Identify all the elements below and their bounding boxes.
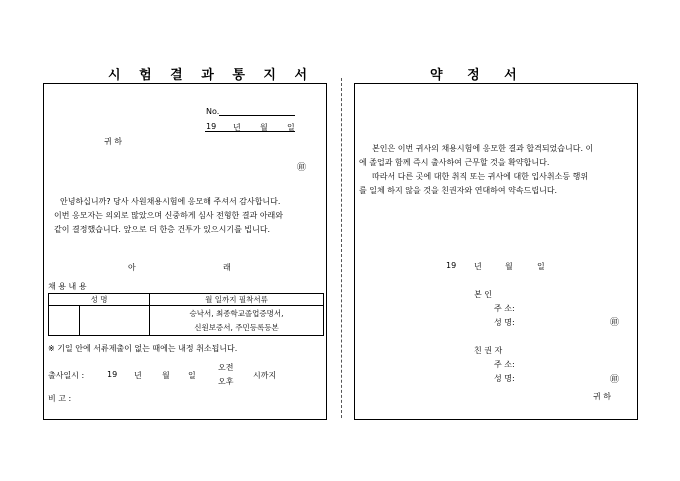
pledge-recipient: 귀 하: [593, 392, 611, 401]
table-header-name: 성 명: [49, 294, 150, 306]
pledge-date-year-unit: 년: [474, 262, 482, 271]
document-list-line-2: 신원보증서, 주민등록등본: [194, 322, 279, 332]
pledge-date-month-unit: 월: [505, 262, 513, 271]
self-name-label: 성 명:: [494, 318, 515, 327]
attend-month-unit: 월: [162, 371, 170, 380]
self-label: 본 인: [474, 290, 492, 299]
guardian-label: 친 권 자: [474, 346, 503, 355]
table-cell-empty-a: [49, 306, 80, 336]
notice-recipient: 귀 하: [104, 137, 122, 146]
guardian-name-label: 성 명:: [494, 374, 515, 383]
page-divider: [341, 78, 342, 418]
notice-body-line-2: 이번 응모자는 의외로 많았으며 신중하게 심사 전형한 결과 아래와: [54, 211, 283, 220]
required-documents-table: [48, 293, 324, 336]
self-address-label: 주 소:: [494, 304, 515, 313]
attend-day-unit: 일: [188, 371, 196, 380]
attend-label: 출사일시 :: [48, 371, 85, 380]
notice-below-label-b: 래: [223, 263, 231, 272]
notice-date-month-unit: 월: [260, 123, 268, 132]
notice-title: 시 험 결 과 통 지 서: [108, 68, 315, 83]
remarks-label: 비 고 :: [48, 394, 72, 403]
guardian-seal-mark: ㊞: [610, 375, 620, 385]
notice-below-label-a: 아: [128, 263, 136, 272]
table-cell-documents: [150, 306, 324, 336]
attend-until: 시까지: [253, 371, 277, 380]
pledge-body-line-3: 따라서 다른 곳에 대한 취직 또는 귀사에 대한 입사취소등 행위: [372, 172, 589, 181]
notice-date-day-unit: 일: [287, 123, 295, 132]
table-cell-empty-b: [80, 306, 150, 336]
notice-date-line: [205, 131, 295, 132]
notice-date-year: 19: [206, 122, 217, 131]
employment-section-label: 채 용 내 용: [48, 282, 87, 291]
deadline-warning: ※ 기일 안에 서류제출이 없는 때에는 내정 취소됩니다.: [48, 344, 238, 353]
document-number-label: No.: [206, 107, 220, 116]
notice-body-line-1: 안녕하십니까? 당사 사원채용시험에 응모해 주셔서 감사합니다.: [60, 197, 281, 206]
pledge-title: 약 정 서: [430, 68, 527, 83]
pledge-body-line-2: 에 졸업과 함께 즉시 출사하여 근무할 것을 확약합니다.: [359, 158, 550, 167]
table-header-documents: 월 일까지 필착서류: [150, 294, 324, 306]
document-number-line: [219, 115, 295, 116]
pledge-body-line-4: 를 일체 하지 않을 것을 친권자와 연대하여 약속드립니다.: [359, 186, 558, 195]
attend-pm: 오후: [218, 377, 234, 386]
attend-am: 오전: [218, 363, 234, 372]
pledge-date-year: 19: [446, 261, 457, 270]
attend-year-unit: 년: [134, 371, 142, 380]
document-list-line-1: 승낙서, 최종학교졸업증명서,: [189, 308, 284, 318]
notice-form: [43, 83, 327, 420]
pledge-date-day-unit: 일: [537, 262, 545, 271]
attend-year: 19: [107, 370, 118, 379]
pledge-body-line-1: 본인은 이번 귀사의 채용시험에 응모한 결과 합격되었습니다. 이: [372, 144, 594, 153]
self-seal-mark: ㊞: [610, 318, 620, 328]
guardian-address-label: 주 소:: [494, 360, 515, 369]
notice-seal-mark: ㊞: [297, 163, 307, 173]
notice-body-line-3: 같이 결정했습니다. 앞으로 더 한층 건투가 있으시기를 빕니다.: [54, 225, 271, 234]
notice-date-year-unit: 년: [233, 123, 241, 132]
